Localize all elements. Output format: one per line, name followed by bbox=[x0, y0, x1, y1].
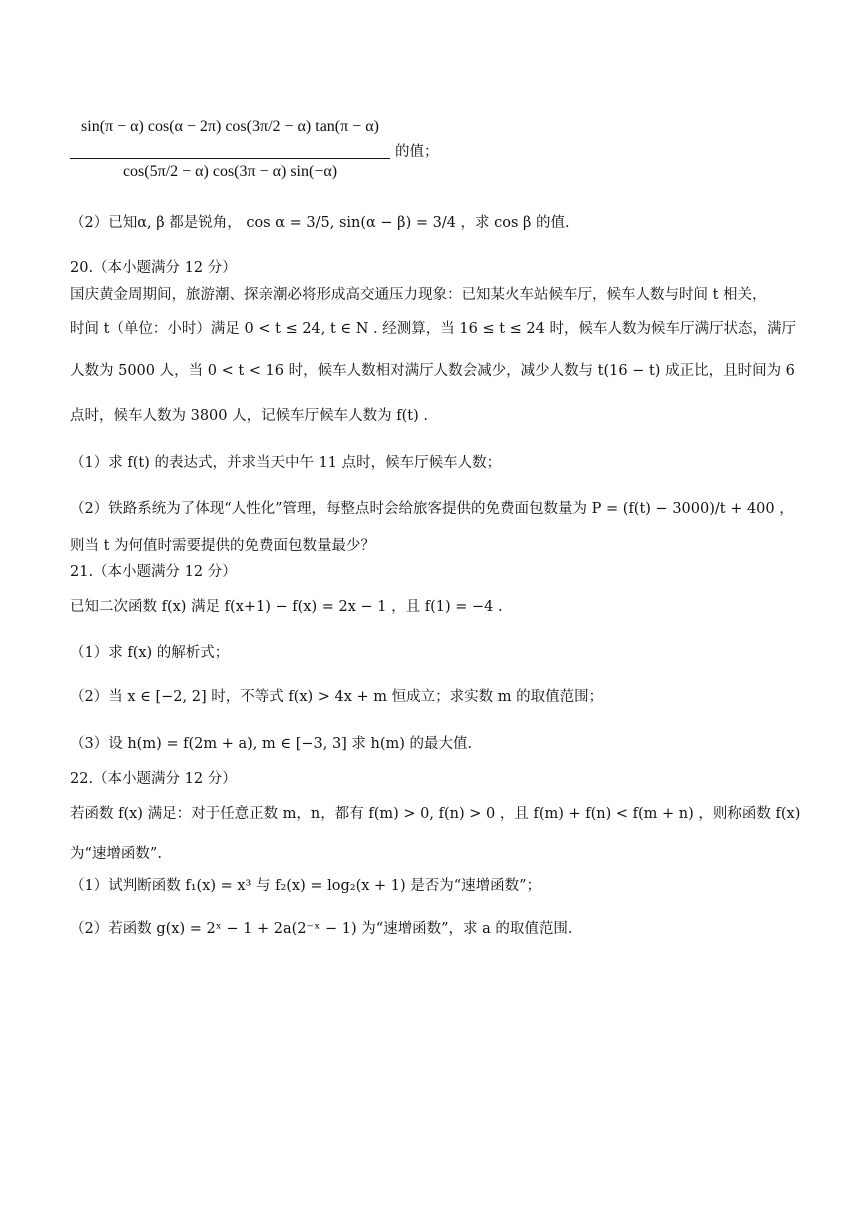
q20-part1: （1）求 f(t) 的表达式，并求当天中午 11 点时，候车厅候车人数； bbox=[70, 455, 502, 471]
q19-fraction-numerator: sin(π − α) cos(α − 2π) cos(3π/2 − α) tan(π − α) bbox=[81, 118, 379, 135]
q21-part1: （1）求 f(x) 的解析式； bbox=[70, 645, 230, 661]
q19-fraction-denominator: cos(5π/2 − α) cos(3π − α) sin(−α) bbox=[122, 163, 338, 180]
fraction-bar bbox=[70, 158, 390, 159]
q20-line2: 时间 t（单位：小时）满足 0 < t ≤ 24, t ∈ N . 经测算，当 16 ≤ t ≤ 24 时，候车人数为候车厅满厅状态，满厅 bbox=[70, 321, 796, 337]
q20-line3: 人数为 5000 人，当 0 < t < 16 时，候车人数相对满厅人数会减少，减少人数与 t(16 − t) 成正比，且时间为 6 bbox=[70, 363, 795, 379]
q19-part2: （2）已知α, β 都是锐角， cos α = 3/5, sin(α − β) = 3/4 ，求 cos β 的值. bbox=[70, 215, 570, 231]
q20-line4: 点时，候车人数为 3800 人，记候车厅候车人数为 f(t) . bbox=[70, 408, 428, 424]
q20-part2: （2）铁路系统为了体现“人性化”管理，每整点时会给旅客提供的免费面包数量为 P = (f(t) − 3000)/t + 400 ， bbox=[70, 501, 794, 517]
q22-part2: （2）若函数 g(x) = 2ˣ − 1 + 2a(2⁻ˣ − 1) 为“速增函数”，求 a 的取值范围. bbox=[70, 921, 573, 937]
q21-stem: 已知二次函数 f(x) 满足 f(x+1) − f(x) = 2x − 1 ，且 f(1) = −4 . bbox=[70, 599, 503, 615]
q20-part2-cont: 则当 t 为何值时需要提供的免费面包数量最少？ bbox=[70, 538, 376, 554]
q22-stem-line2: 为“速增函数”. bbox=[70, 846, 162, 862]
q19-fraction-tail: 的值； bbox=[395, 144, 439, 160]
q20-heading: 20.（本小题满分 12 分） bbox=[70, 260, 237, 276]
q21-part2: （2）当 x ∈ [−2, 2] 时，不等式 f(x) > 4x + m 恒成立；求实数 m 的取值范围； bbox=[70, 689, 604, 705]
q21-heading: 21.（本小题满分 12 分） bbox=[70, 564, 237, 580]
q22-stem-line1: 若函数 f(x) 满足：对于任意正数 m，n，都有 f(m) > 0, f(n) > 0 ，且 f(m) + f(n) < f(m + n) ，则称函数 f(x) bbox=[70, 806, 801, 822]
q22-part1: （1）试判断函数 f₁(x) = x³ 与 f₂(x) = log₂(x + 1) 是否为“速增函数”； bbox=[70, 878, 542, 894]
q20-line1: 国庆黄金周期间，旅游潮、探亲潮必将形成高交通压力现象：已知某火车站候车厅，候车人数与时间 t 相关， bbox=[70, 287, 767, 303]
q21-part3: （3）设 h(m) = f(2m + a), m ∈ [−3, 3] 求 h(m) 的最大值. bbox=[70, 736, 473, 752]
q22-heading: 22.（本小题满分 12 分） bbox=[70, 771, 237, 787]
